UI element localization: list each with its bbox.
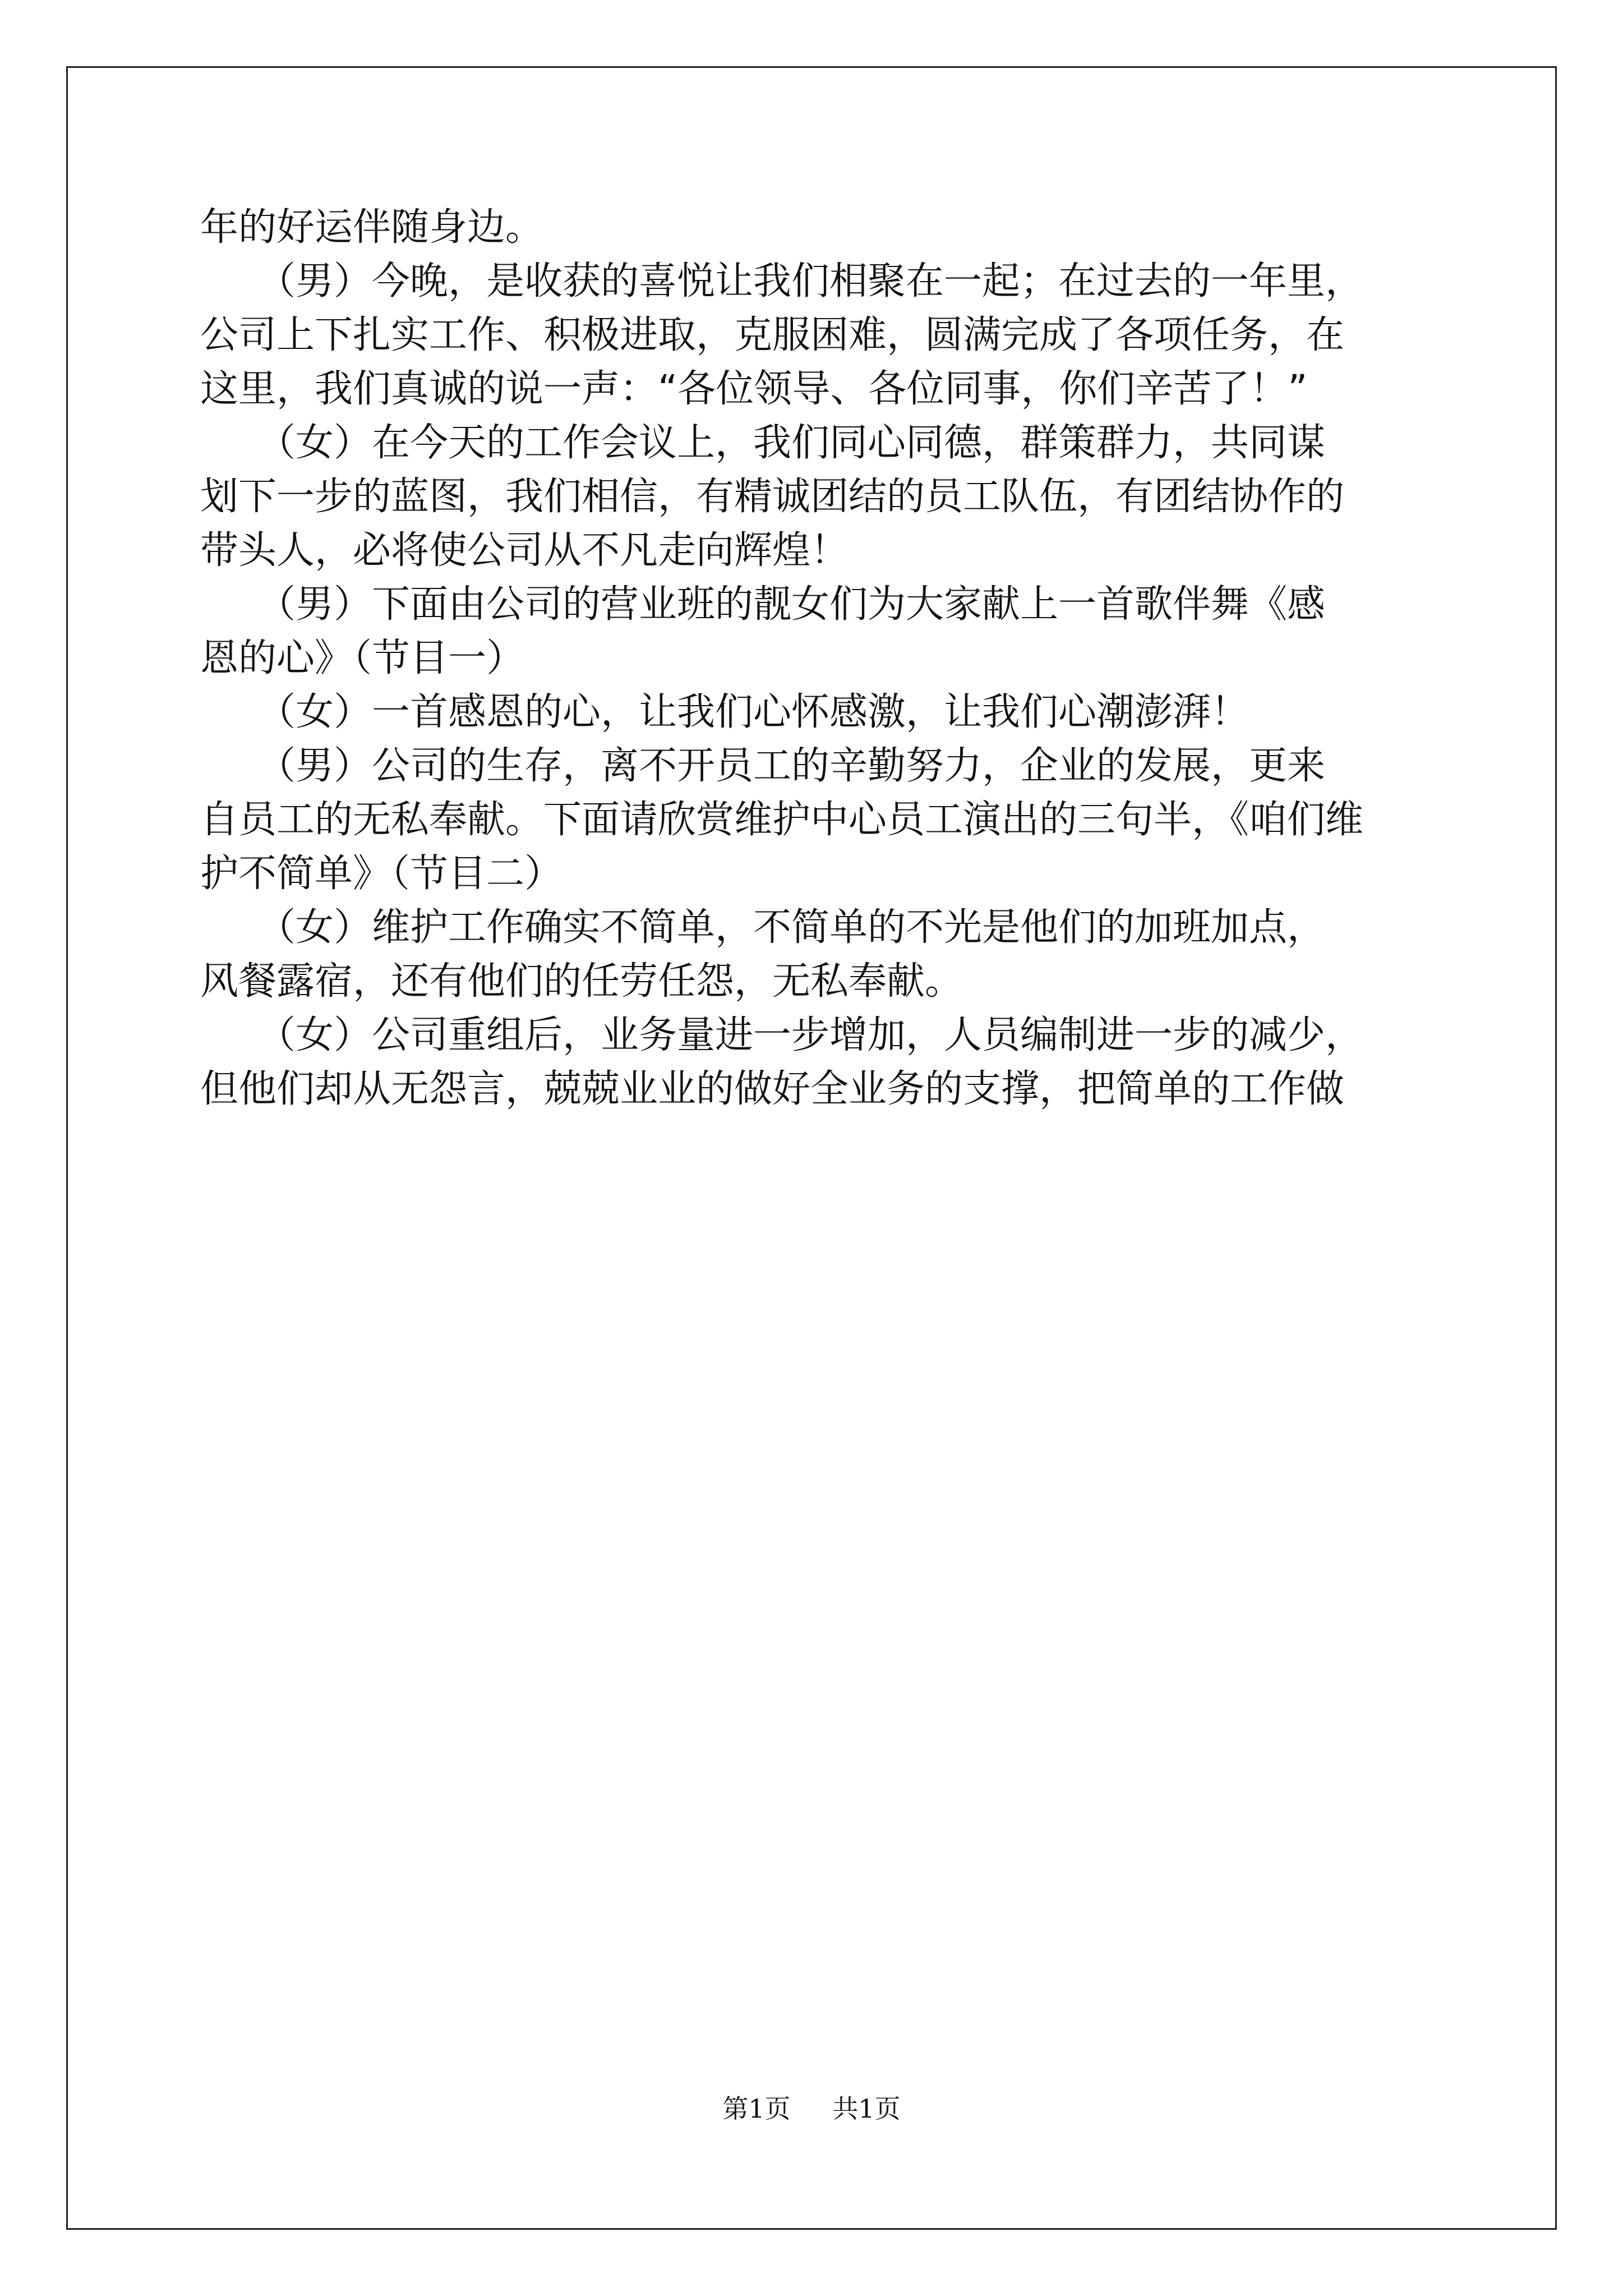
text-line-4: 这里，我们真诚的说一声：“各位领导、各位同事，你们辛苦了！” [200, 367, 1308, 411]
text-line-9: 恩的心》（节目一） [200, 636, 525, 680]
document-body [200, 205, 1434, 1124]
text-line-14: （女）维护工作确实不简单，不简单的不光是他们的加班加点， [200, 905, 1326, 950]
page-total: 共1页 [832, 2093, 901, 2124]
text-line-6: 划下一步的蓝图，我们相信，有精诚团结的员工队伍，有团结协作的 [200, 475, 1345, 519]
text-line-17: 但他们却从无怨言，兢兢业业的做好全业务的支撑，把简单的工作做 [200, 1067, 1345, 1111]
text-line-7: 带头人，必将使公司从不凡走向辉煌！ [200, 528, 849, 573]
text-line-8: （男）下面由公司的营业班的靓女们为大家献上一首歌伴舞《感 [200, 582, 1326, 627]
page-footer [0, 2093, 1623, 2124]
page-number: 第1页 [722, 2093, 791, 2124]
text-line-1: 年的好运伴随身边。 [200, 205, 544, 250]
text-line-2: （男）今晚，是收获的喜悦让我们相聚在一起；在过去的一年里， [200, 259, 1364, 303]
text-line-15: 风餐露宿，还有他们的任劳任怨，无私奉献。 [200, 959, 963, 1004]
text-line-12: 自员工的无私奉献。下面请欣赏维护中心员工演出的三句半，《咱们维 [200, 798, 1364, 842]
text-line-11: （男）公司的生存，离不开员工的辛勤努力，企业的发展，更来 [200, 744, 1326, 788]
text-line-16: （女）公司重组后，业务量进一步增加，人员编制进一步的减少， [200, 1013, 1364, 1057]
text-line-3: 公司上下扎实工作、积极进取，克服困难，圆满完成了各项任务，在 [200, 313, 1345, 357]
text-line-5: （女）在今天的工作会议上，我们同心同德，群策群力，共同谋 [200, 421, 1326, 465]
text-line-10: （女）一首感恩的心，让我们心怀感激，让我们心潮澎湃！ [200, 690, 1249, 734]
text-line-13: 护不简单》（节目二） [200, 852, 563, 896]
